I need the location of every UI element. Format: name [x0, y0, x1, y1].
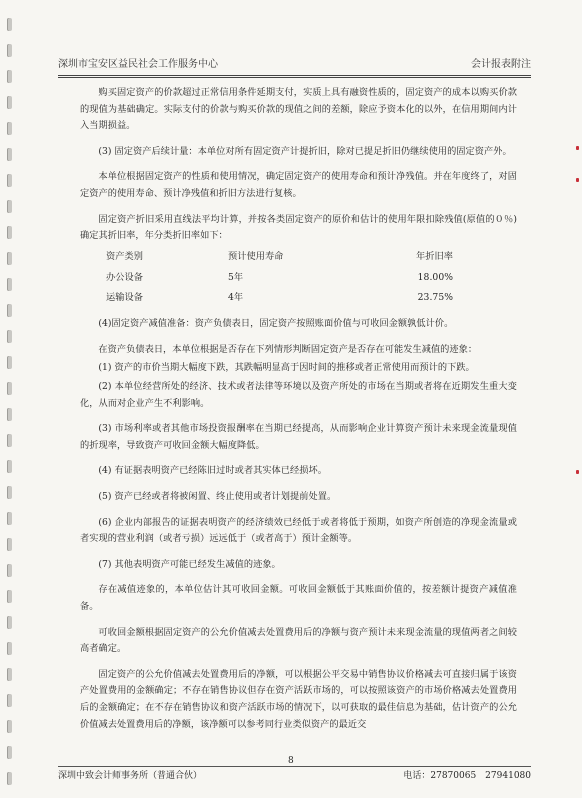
- red-edge-mark: [576, 470, 579, 474]
- footer-phone: 电话：27870065 27941080: [403, 771, 531, 781]
- binder-hole: [7, 330, 12, 343]
- binder-hole: [7, 304, 12, 317]
- list-item-indicator-6: (6) 企业内部报告的证据表明资产的经济绩效已经低于或者将低于预期，如资产所创造的净现金流量或者实现的营业利润（或者亏损）远远低于（或者高于）预计金额等。: [80, 516, 517, 545]
- table-row: [102, 288, 453, 308]
- binder-hole: [7, 174, 12, 187]
- footer-firm-name: 深圳中致会计师事务所（普通合伙）: [58, 771, 203, 781]
- paragraph-recoverable-estimate: 存在减值迹象的，本单位估计其可收回金额。可收回金额低于其账面价值的，按差额计提资产减值准备。: [80, 584, 517, 612]
- binder-hole: [7, 746, 12, 759]
- paragraph-fair-value: 固定资产的公允价值减去处置费用后的净额，可以根据公平交易中销售协议价格减去可直接归属于该资产处置费用的金额确定；不存在销售协议但存在资产活跃市场的，可以按照该资产的市场价格减去处置费用后的金额确定；在不存在销售协议和资产活跃市场的情况下，以可获取的最佳信息为基础，估计资产的公允价值减去处置费用后的净额，该净额可以参考同行业类似资产的最近交: [80, 668, 517, 730]
- binder-hole: [7, 200, 12, 213]
- binder-hole: [7, 96, 12, 109]
- table-header-row: [102, 247, 453, 269]
- red-edge-mark: [576, 178, 579, 182]
- binder-hole: [7, 226, 12, 239]
- header-section-title: 会计报表附注: [471, 59, 531, 70]
- paragraph-impairment-provision: (4)固定资产减值准备：资产负债表日，固定资产按照账面价值与可收回金额孰低计价。: [98, 318, 454, 330]
- binder-hole: [7, 382, 12, 395]
- paragraph-purchase-price: 购买固定资产的价款超过正常信用条件延期支付，实质上具有融资性质的，固定资产的成本以购买价款的现值为基础确定。实际支付的价款与购买价款的现值之间的差额，除应予资本化的以外，在信用期间内计入当期损益。: [80, 87, 517, 132]
- header-rule-bottom: [58, 77, 531, 78]
- red-edge-mark: [576, 146, 579, 150]
- binder-hole: [7, 70, 12, 83]
- cell-asset-category: 办公设备: [106, 272, 143, 284]
- paragraph-subsequent-measurement: (3) 固定资产后续计量：本单位对所有固定资产计提折旧，除对已提足折旧仍继续使用的固定资产外。: [98, 145, 512, 157]
- binder-hole: [7, 720, 12, 733]
- cell-asset-category: 运输设备: [106, 291, 143, 303]
- binder-holes: [0, 0, 22, 798]
- depreciation-rate-table: [102, 247, 453, 308]
- list-item-indicator-7: (7) 其他表明资产可能已经发生减值的迹象。: [98, 558, 281, 570]
- list-item-indicator-1: (1) 资产的市价当期大幅度下跌，其跌幅明显高于因时间的推移或者正常使用而预计的下跌。: [98, 362, 475, 374]
- cell-annual-rate: 18.00%: [417, 272, 453, 284]
- binder-hole: [7, 252, 12, 265]
- page-footer: [58, 769, 531, 783]
- binder-hole: [7, 642, 12, 655]
- footer-rule: [58, 766, 531, 767]
- header-organization: 深圳市宝安区益民社会工作服务中心: [58, 59, 218, 70]
- document-body: [80, 85, 517, 742]
- list-item-indicator-2: (2) 本单位经营所处的经济、技术或者法律等环境以及资产所处的市场在当期或者将在近期发生重大变化，从而对企业产生不利影响。: [80, 381, 517, 409]
- binder-hole: [7, 538, 12, 551]
- binder-hole: [7, 668, 12, 681]
- column-header-useful-life: 预计使用寿命: [228, 250, 284, 262]
- column-header-annual-rate: 年折旧率: [416, 250, 453, 262]
- page-number: 8: [288, 756, 294, 766]
- column-header-asset-category: 资产类别: [106, 250, 143, 262]
- paragraph-recoverable-definition: 可收回金额根据固定资产的公允价值减去处置费用后的净额与资产预计未来现金流量的现值两者之间较高者确定。: [80, 626, 517, 655]
- binder-hole: [7, 278, 12, 291]
- binder-hole: [7, 694, 12, 707]
- binder-hole: [7, 486, 12, 499]
- binder-hole: [7, 616, 12, 629]
- paragraph-depreciation-method: 固定资产折旧采用直线法平均计算，并按各类固定资产的原价和估计的使用年限扣除残值(原值的０％)确定其折旧率，年分类折旧率如下：: [80, 213, 517, 242]
- list-item-indicator-3: (3) 市场利率或者其他市场投资报酬率在当期已经提高，从而影响企业计算资产预计未来现金流量现值的折现率，导致资产可收回金额大幅度降低。: [80, 423, 517, 451]
- binder-hole: [7, 564, 12, 577]
- binder-hole: [7, 148, 12, 161]
- table-row: [102, 268, 453, 288]
- binder-hole: [7, 590, 12, 603]
- binder-hole: [7, 408, 12, 421]
- paragraph-impairment-indicators-intro: 在资产负债表日，本单位根据是否存在下列情形判断固定资产是否存在可能发生减值的迹象：: [98, 343, 478, 355]
- cell-annual-rate: 23.75%: [417, 291, 453, 303]
- page-header: [58, 58, 531, 72]
- list-item-indicator-5: (5) 资产已经或者将被闲置、终止使用或者计划提前处置。: [98, 491, 337, 502]
- binder-hole: [7, 772, 12, 785]
- paragraph-useful-life: 本单位根据固定资产的性质和使用情况，确定固定资产的使用寿命和预计净残值。并在年度终了，对固定资产的使用寿命、预计净残值和折旧方法进行复核。: [80, 171, 517, 199]
- binder-hole: [7, 434, 12, 447]
- binder-hole: [7, 44, 12, 57]
- cell-useful-life: 5年: [228, 272, 244, 284]
- binder-hole: [7, 18, 12, 31]
- header-rule-top: [58, 75, 531, 76]
- list-item-indicator-4: (4) 有证据表明资产已经陈旧过时或者其实体已经损坏。: [98, 465, 327, 477]
- cell-useful-life: 4年: [228, 291, 244, 303]
- binder-hole: [7, 356, 12, 369]
- binder-hole: [7, 460, 12, 473]
- binder-hole: [7, 512, 12, 525]
- binder-hole: [7, 122, 12, 135]
